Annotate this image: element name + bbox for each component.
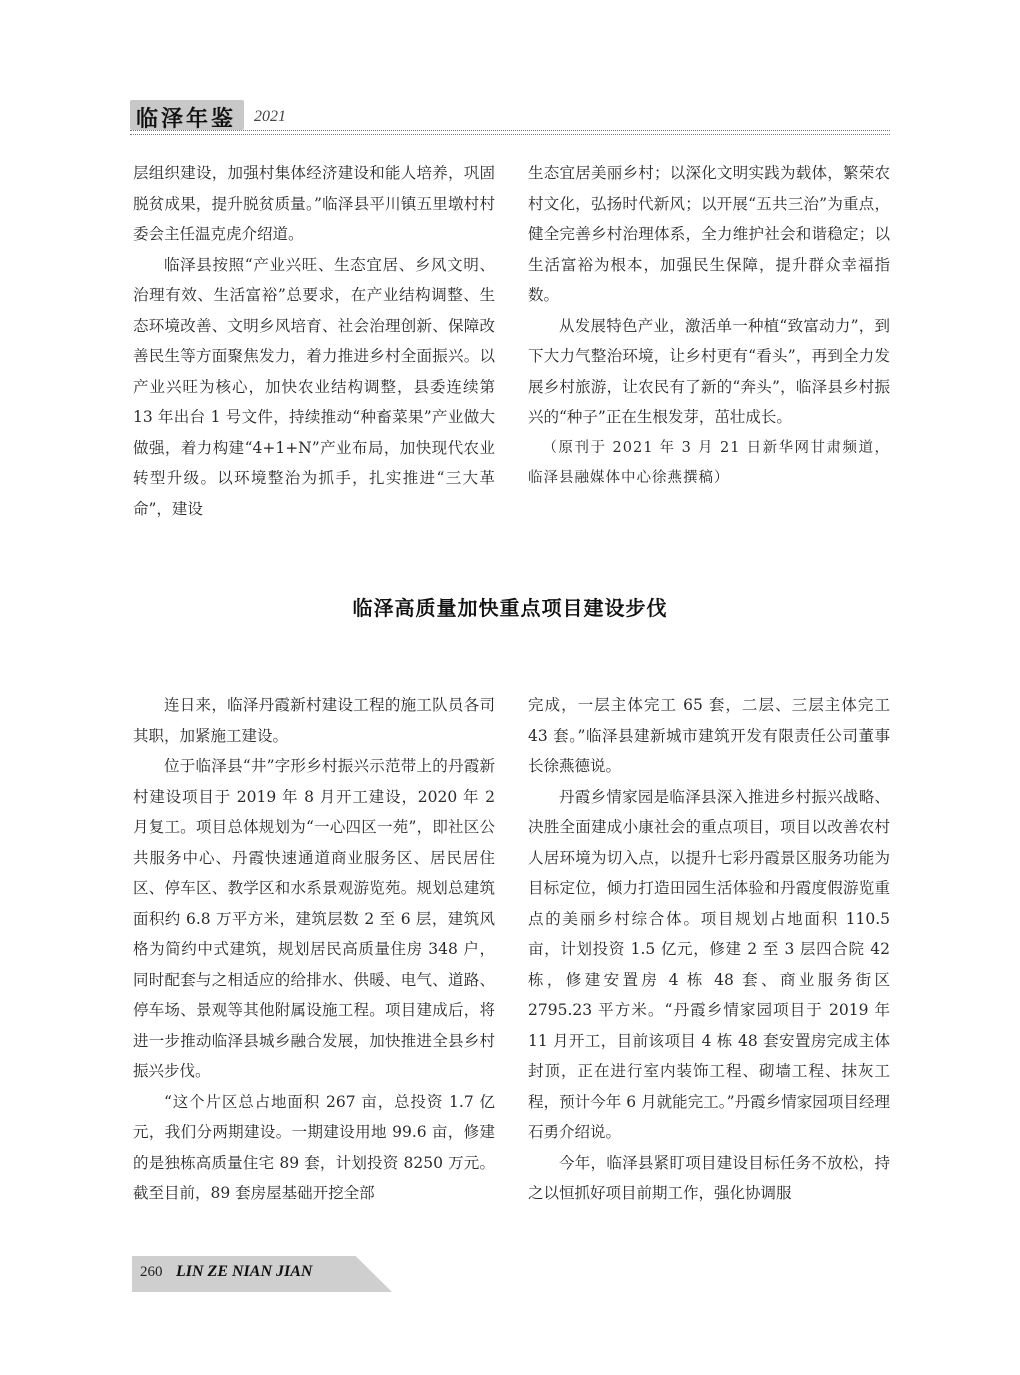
- header-rule: [130, 130, 890, 135]
- paragraph: 位于临泽县“井”字形乡村振兴示范带上的丹霞新村建设项目于 2019 年 8 月开工建设，2020 年 2 月复工。项目总体规划为“一心四区一苑”，即社区公共服务中心、丹霞快速通道商业服务区、居民居住区、停车区、教学区和水系景观游览苑。规划总建筑面积约 6.8 万平方米，建筑层数 2 至 6 层，建筑风格为简约中式建筑，规划居民高质量住房 348 户，同时配套与之相适应的给排水、供暖、电气、道路、停车场、景观等其他附属设施工程。项目建成后，将进一步推动临泽县城乡融合发展，加快推进全县乡村振兴步伐。: [133, 757, 495, 1080]
- paragraph: 生态宜居美丽乡村；以深化文明实践为载体，繁荣农村文化，弘扬时代新风；以开展“五共三治”为重点，健全完善乡村治理体系，全力维护社会和谐稳定；以生活富裕为根本，加强民生保障，提升群众幸福指数。: [528, 164, 890, 304]
- top-right-column: [528, 158, 890, 494]
- footer-title: LIN ZE NIAN JIAN: [176, 1263, 313, 1280]
- paragraph: 从发展特色产业，激活单一种植“致富动力”，到下大力气整治环境，让乡村更有“看头”，再到全力发展乡村旅游，让农民有了新的“奔头”，临泽县乡村振兴的“种子”正在生根发芽，茁壮成长。: [528, 316, 890, 426]
- article-title: 临泽高质量加快重点项目建设步伐: [352, 596, 668, 620]
- paragraph: 今年，临泽县紧盯项目建设目标任务不放松，持之以恒抓好项目前期工作，强化协调服: [528, 1153, 890, 1202]
- running-header: [130, 100, 890, 134]
- paragraph: “这个片区总占地面积 267 亩，总投资 1.7 亿元，我们分两期建设。一期建设用地 99.6 亩，修建的是独栋高质量住宅 89 套，计划投资 8250 万元。截至目前，89 套房屋基础开挖全部: [133, 1092, 495, 1202]
- source-note: （原刊于 2021 年 3 月 21 日新华网甘肃频道，临泽县融媒体中心徐燕撰稿）: [528, 439, 890, 486]
- paragraph: 完成，一层主体完工 65 套，二层、三层主体完工 43 套。”临泽县建新城市建筑开发有限责任公司董事长徐燕德说。: [528, 696, 890, 775]
- page-number: 260: [140, 1264, 163, 1280]
- paragraph: 丹霞乡情家园是临泽县深入推进乡村振兴战略、决胜全面建成小康社会的重点项目，项目以改善农村人居环境为切入点，以提升七彩丹霞景区服务功能为目标定位，倾力打造田园生活体验和丹霞度假游览重点的美丽乡村综合体。项目规划占地面积 110.5 亩，计划投资 1.5 亿元，修建 2 至 3 层四合院 42 栋，修建安置房 4 栋 48 套、商业服务街区 2795.23 平方米。“丹霞乡情家园项目于 2019 年 11 月开工，目前该项目 4 栋 48 套安置房完成主体封顶，正在进行室内装饰工程、砌墙工程、抹灰工程，预计今年 6 月就能完工。”丹霞乡情家园项目经理石勇介绍说。: [528, 787, 890, 1141]
- bottom-left-column: [133, 690, 495, 1209]
- paragraph: 临泽县按照“产业兴旺、生态宜居、乡风文明、治理有效、生活富裕”总要求，在产业结构调整、生态环境改善、文明乡风培育、社会治理创新、保障改善民生等方面聚焦发力，着力推进乡村全面振兴。以产业兴旺为核心，加快农业结构调整，县委连续第 13 年出台 1 号文件，持续推动“种畜菜果”产业做大做强，着力构建“4+1+N”产业布局，加快现代农业转型升级。以环境整治为抓手，扎实推进“三大革命”，建设: [133, 255, 495, 518]
- paragraph: 层组织建设，加强村集体经济建设和能人培养，巩固脱贫成果，提升脱贫质量。”临泽县平川镇五里墩村村委会主任温克虎介绍道。: [133, 164, 495, 243]
- page-footer: [132, 1256, 402, 1292]
- top-left-column: [133, 158, 495, 524]
- header-year: 2021: [254, 108, 286, 125]
- paragraph: 连日来，临泽丹霞新村建设工程的施工队员各司其职，加紧施工建设。: [133, 696, 495, 745]
- bottom-right-column: [528, 690, 890, 1209]
- header-title-box: [130, 100, 244, 130]
- header-title: 临泽年鉴: [136, 107, 237, 132]
